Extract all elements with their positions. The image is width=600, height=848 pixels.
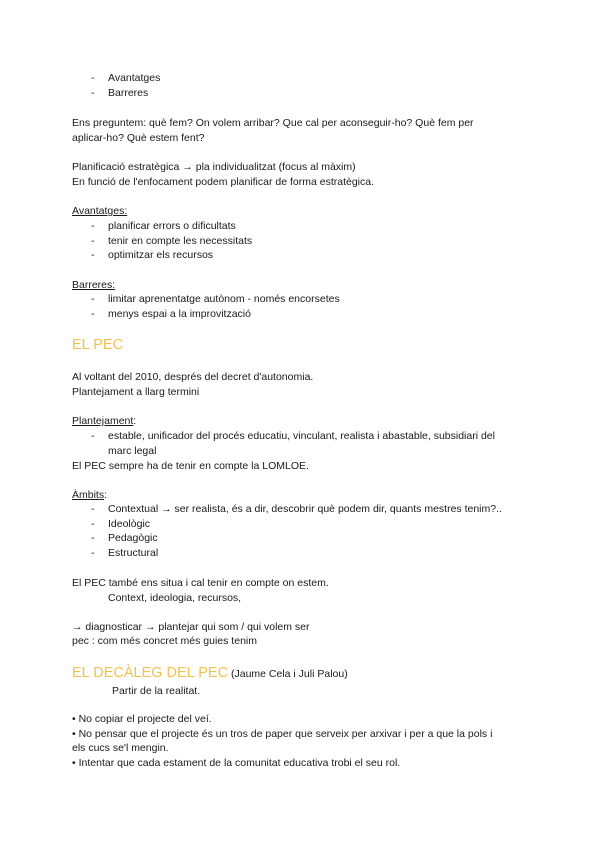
list-dash: - (91, 518, 95, 530)
list-item: tenir en compte les necessitats (108, 235, 253, 247)
decaleg-authors: (Jaume Cela i Juli Palou) (228, 668, 348, 680)
list-item: Barreres (108, 87, 149, 99)
list-item: Ideològic (108, 518, 151, 530)
questions-line: Ens preguntem: què fem? On volem arribar? Que cal per aconseguir-ho? Què fem per (72, 117, 474, 129)
list-dash: - (91, 532, 95, 544)
pec-situa: El PEC també ens situa i cal tenir en compte on estem. (72, 577, 329, 589)
pec-diagnose: → diagnosticar → plantejar qui som / qui volem ser (72, 621, 310, 633)
decaleg-bullet: • Intentar que cada estament de la comunitat educativa trobi el seu rol. (72, 757, 401, 769)
list-dash: - (91, 293, 95, 305)
ambits-heading (72, 489, 107, 502)
section-heading-decaleg (72, 664, 348, 683)
list-dash: - (91, 87, 95, 99)
list-dash: - (91, 72, 95, 84)
list-item-continuation: marc legal (108, 445, 157, 457)
advantages-label: Avantatges: (72, 205, 128, 217)
list-dash: - (91, 430, 95, 442)
decaleg-bullet: • No copiar el projecte del veí. (72, 713, 212, 725)
list-item: limitar aprenentatge autònom - només encorsetes (108, 293, 340, 305)
questions-line: aplicar-ho? Què estem fent? (72, 132, 205, 144)
ambits-label: Àmbits (72, 489, 105, 501)
planning-line: En funció de l'enfocament podem planificar de forma estratègica. (72, 176, 375, 188)
plantejament-heading (72, 415, 136, 428)
list-item: Estructural (108, 547, 159, 559)
list-dash: - (91, 308, 95, 320)
list-item: menys espai a la improvització (108, 308, 251, 320)
planning-line: Planificació estratègica → pla individualitzat (focus al màxim) (72, 161, 356, 173)
ambits-colon: : (104, 489, 108, 501)
lomloe-note: El PEC sempre ha de tenir en compte la LOMLOE. (72, 460, 309, 472)
list-item: planificar errors o dificultats (108, 220, 236, 232)
list-item: Contextual → ser realista, és a dir, descobrir què podem dir, quants mestres tenim?.. (108, 503, 502, 515)
plantejament-label: Plantejament (72, 415, 134, 427)
list-item: estable, unificador del procés educatiu, vinculant, realista i abastable, subsidiari del (108, 430, 495, 442)
list-dash: - (91, 547, 95, 559)
list-item: optimitzar els recursos (108, 249, 214, 261)
decaleg-bullet-continuation: els cucs se'l mengin. (72, 742, 169, 754)
list-item: Avantatges (108, 72, 161, 84)
list-dash: - (91, 249, 95, 261)
list-dash: - (91, 503, 95, 515)
list-item: Pedagògic (108, 532, 158, 544)
decaleg-partir: Partir de la realitat. (112, 685, 201, 697)
barriers-label: Barreres: (72, 279, 116, 291)
decaleg-bullet: • No pensar que el projecte és un tros de paper que serveix per arxivar i per a que la pols i (72, 728, 493, 740)
section-heading-pec: EL PEC (72, 337, 124, 353)
list-dash: - (91, 220, 95, 232)
pec-intro: Al voltant del 2010, després del decret d'autonomia. (72, 371, 314, 383)
list-dash: - (91, 235, 95, 247)
decaleg-title: EL DECÀLEG DEL PEC (72, 665, 229, 681)
pec-intro: Plantejament a llarg termini (72, 386, 200, 398)
pec-context: Context, ideologia, recursos, (108, 592, 242, 604)
plantejament-colon: : (133, 415, 137, 427)
pec-concrete: pec : com més concret més guies tenim (72, 635, 257, 647)
